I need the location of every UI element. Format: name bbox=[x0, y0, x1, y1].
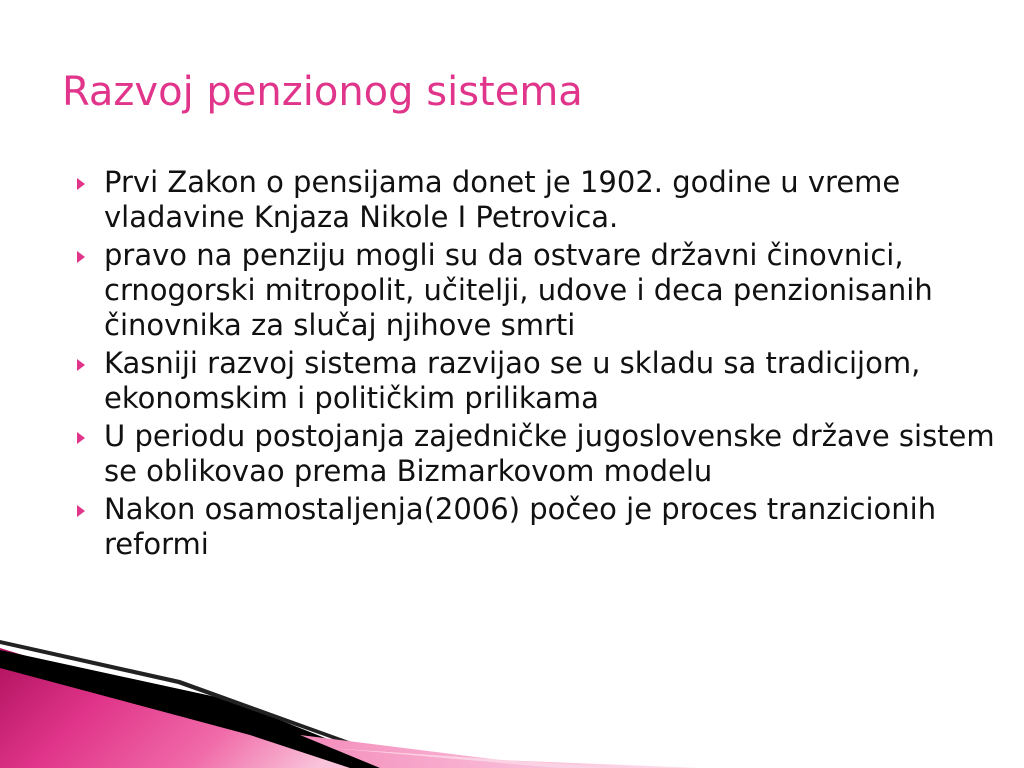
bullet-text: pravo na penziju mogli su da ostvare državni činovnici, crnogorski mitropolit, učitelji, udove i deca penzionisanih činovnika za slučaj njihove smrti bbox=[104, 238, 933, 342]
bullet-item bbox=[104, 492, 1004, 562]
ribbon-light-thin bbox=[330, 748, 620, 768]
bullet-item bbox=[104, 238, 1004, 343]
ribbon-dark bbox=[0, 650, 380, 768]
ribbon-line bbox=[0, 640, 360, 748]
bullet-item bbox=[104, 346, 1004, 416]
bullet-item bbox=[104, 419, 1004, 489]
bullet-text: Nakon osamostaljenja(2006) počeo je proces tranzicionih reformi bbox=[104, 492, 937, 561]
triangle-bullet-icon bbox=[77, 432, 85, 444]
triangle-bullet-icon bbox=[77, 359, 85, 371]
bullet-list bbox=[104, 165, 1004, 565]
bullet-text: U periodu postojanja zajedničke jugoslovenske države sistem se oblikovao prema Bizmarkovom modelu bbox=[104, 419, 995, 488]
ribbon-light bbox=[300, 735, 700, 768]
bullet-item bbox=[104, 165, 1004, 235]
bullet-text: Prvi Zakon o pensijama donet je 1902. godine u vreme vladavine Knjaza Nikole I Petrovica. bbox=[104, 165, 901, 234]
triangle-bullet-icon bbox=[77, 178, 85, 190]
triangle-bullet-icon bbox=[77, 505, 85, 517]
bullet-text: Kasniji razvoj sistema razvijao se u skladu sa tradicijom, ekonomskim i političkim prilikama bbox=[104, 346, 921, 415]
ribbon-magenta bbox=[0, 648, 400, 768]
triangle-bullet-icon bbox=[77, 251, 85, 263]
slide-title: Razvoj penzionog sistema bbox=[62, 69, 583, 115]
